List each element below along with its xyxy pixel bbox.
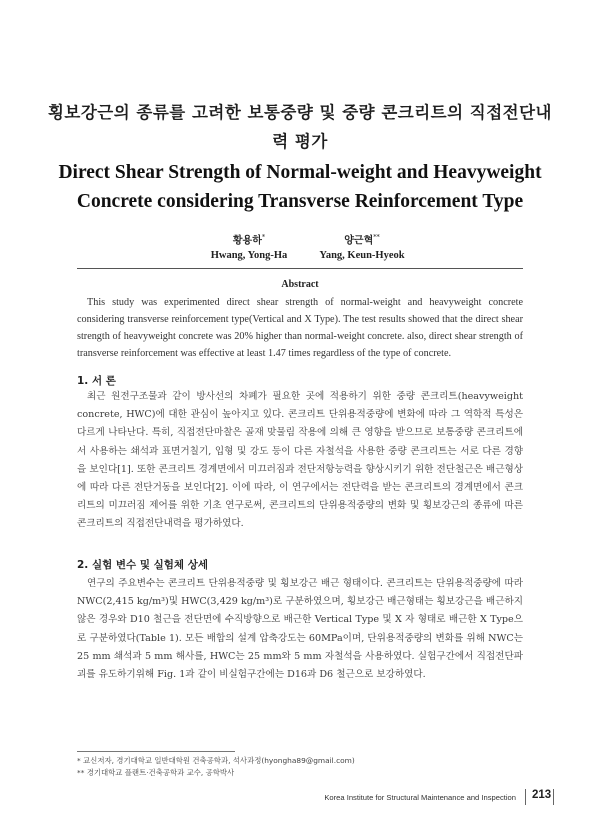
footer-separator <box>525 789 526 805</box>
footer-separator-right <box>553 789 554 805</box>
author-2-name-en: Yang, Keun-Hyeok <box>319 250 405 262</box>
section-1-heading: 1. 서 론 <box>77 375 116 387</box>
korean-title: 횡보강근의 종류를 고려한 보통중량 및 중량 콘크리트의 직접전단내력 평가 <box>47 103 552 151</box>
header-divider <box>77 268 523 269</box>
abstract-heading: Abstract <box>281 279 319 290</box>
author-2-mark: ** <box>373 233 380 241</box>
author-1-name-ko: 황용하 <box>232 235 262 247</box>
footnote-1: * 교신저자, 경기대학교 일반대학원 건축공학과, 석사과정(hyongha89@gmail.com) <box>77 756 355 765</box>
author-1-mark: * <box>261 233 266 241</box>
abstract-text: This study was experimented direct shear strength of normal-weight and heavyweight concrete considering transverse reinforcement type(Vertical and X Type). The test results showed that the direct shear strength of heavyweight concrete was 20% higher than normal-weight concrete. also, direct shear strength of transverse reinforcement was effective at least 1.47 times regardless of the type of concrete. <box>77 297 523 359</box>
author-2 <box>304 230 420 263</box>
author-1 <box>198 230 300 263</box>
section-2-text: 연구의 주요변수는 콘크리트 단위용적중량 및 횡보강근 배근 형태이다. 콘크리트는 단위용적중량에 따라 NWC(2,415 kg/m³)및 HWC(3,429 kg/m³)로 구분하였으며, 횡보강근 배근형태는 횡보강근을 배근하지 않은 경우와 D10 철근을 전단면에 수직방향으로 배근한 Vertical Type 및 X 자 형태로 배근한 X Type으로 구분하였다(Table 1). 모든 배합의 설계 압축강도는 60MPa이며, 단위용적중량의 변화를 위해 NWC는 25 mm 쇄석과 5 mm 해사를, HWC는 25 mm와 5 mm 자철석을 사용하였다. 실험구간에서 직접전단파괴를 유도하기위해 Fig. 1과 같이 비실험구간에는 D16과 D6 철근으로 보강하였다. <box>77 578 523 681</box>
section-2-heading: 2. 실험 변수 및 실험체 상세 <box>77 559 209 571</box>
english-title: Direct Shear Strength of Normal-weight and Heavyweight Concrete considering Transverse Reinforcement Type <box>58 162 542 212</box>
author-2-name-ko: 양근혁 <box>344 235 374 247</box>
author-1-name-en: Hwang, Yong-Ha <box>210 250 288 262</box>
page-number: 213 <box>532 789 552 801</box>
footnote-divider <box>77 751 235 752</box>
footnote-2: ** 경기대학교 플랜트·건축공학과 교수, 공학박사 <box>77 768 235 777</box>
section-1-text: 최근 원전구조물과 같이 방사선의 차폐가 필요한 곳에 적용하기 위한 중량 콘크리트(heavyweight concrete, HWC)에 대한 관심이 높아지고 있다. 콘크리트 단위용적중량에 변화에 따라 그 역학적 특성은 다르게 나타난다. 특히, 직접전단마찰은 골재 맞물림 작용에 의해 큰 영향을 받으므로 보통중량 콘크리트에서 사용하는 쇄석과 표면거칠기, 입형 및 강도 등이 다른 자철석을 사용한 중량 콘크리트는 서로 다른 경향을 보인다[1]. 또한 콘크리트 경계면에서 미끄러짐과 전단저항능력을 향상시키기 위한 전단철근은 배근형상에 따라 다른 전단거동을 보인다[2]. 이에 따라, 이 연구에서는 전단력을 받는 콘크리트의 경계면에서 콘크리트의 미끄러짐 제어를 위한 기초 연구로써, 콘크리트의 단위용적중량의 변화 및 횡보강근의 종류에 따른 콘크리트의 직접전단내력을 평가하였다. <box>77 391 523 530</box>
footer-institute: Korea Institute for Structural Maintenance and Inspection <box>324 793 516 802</box>
